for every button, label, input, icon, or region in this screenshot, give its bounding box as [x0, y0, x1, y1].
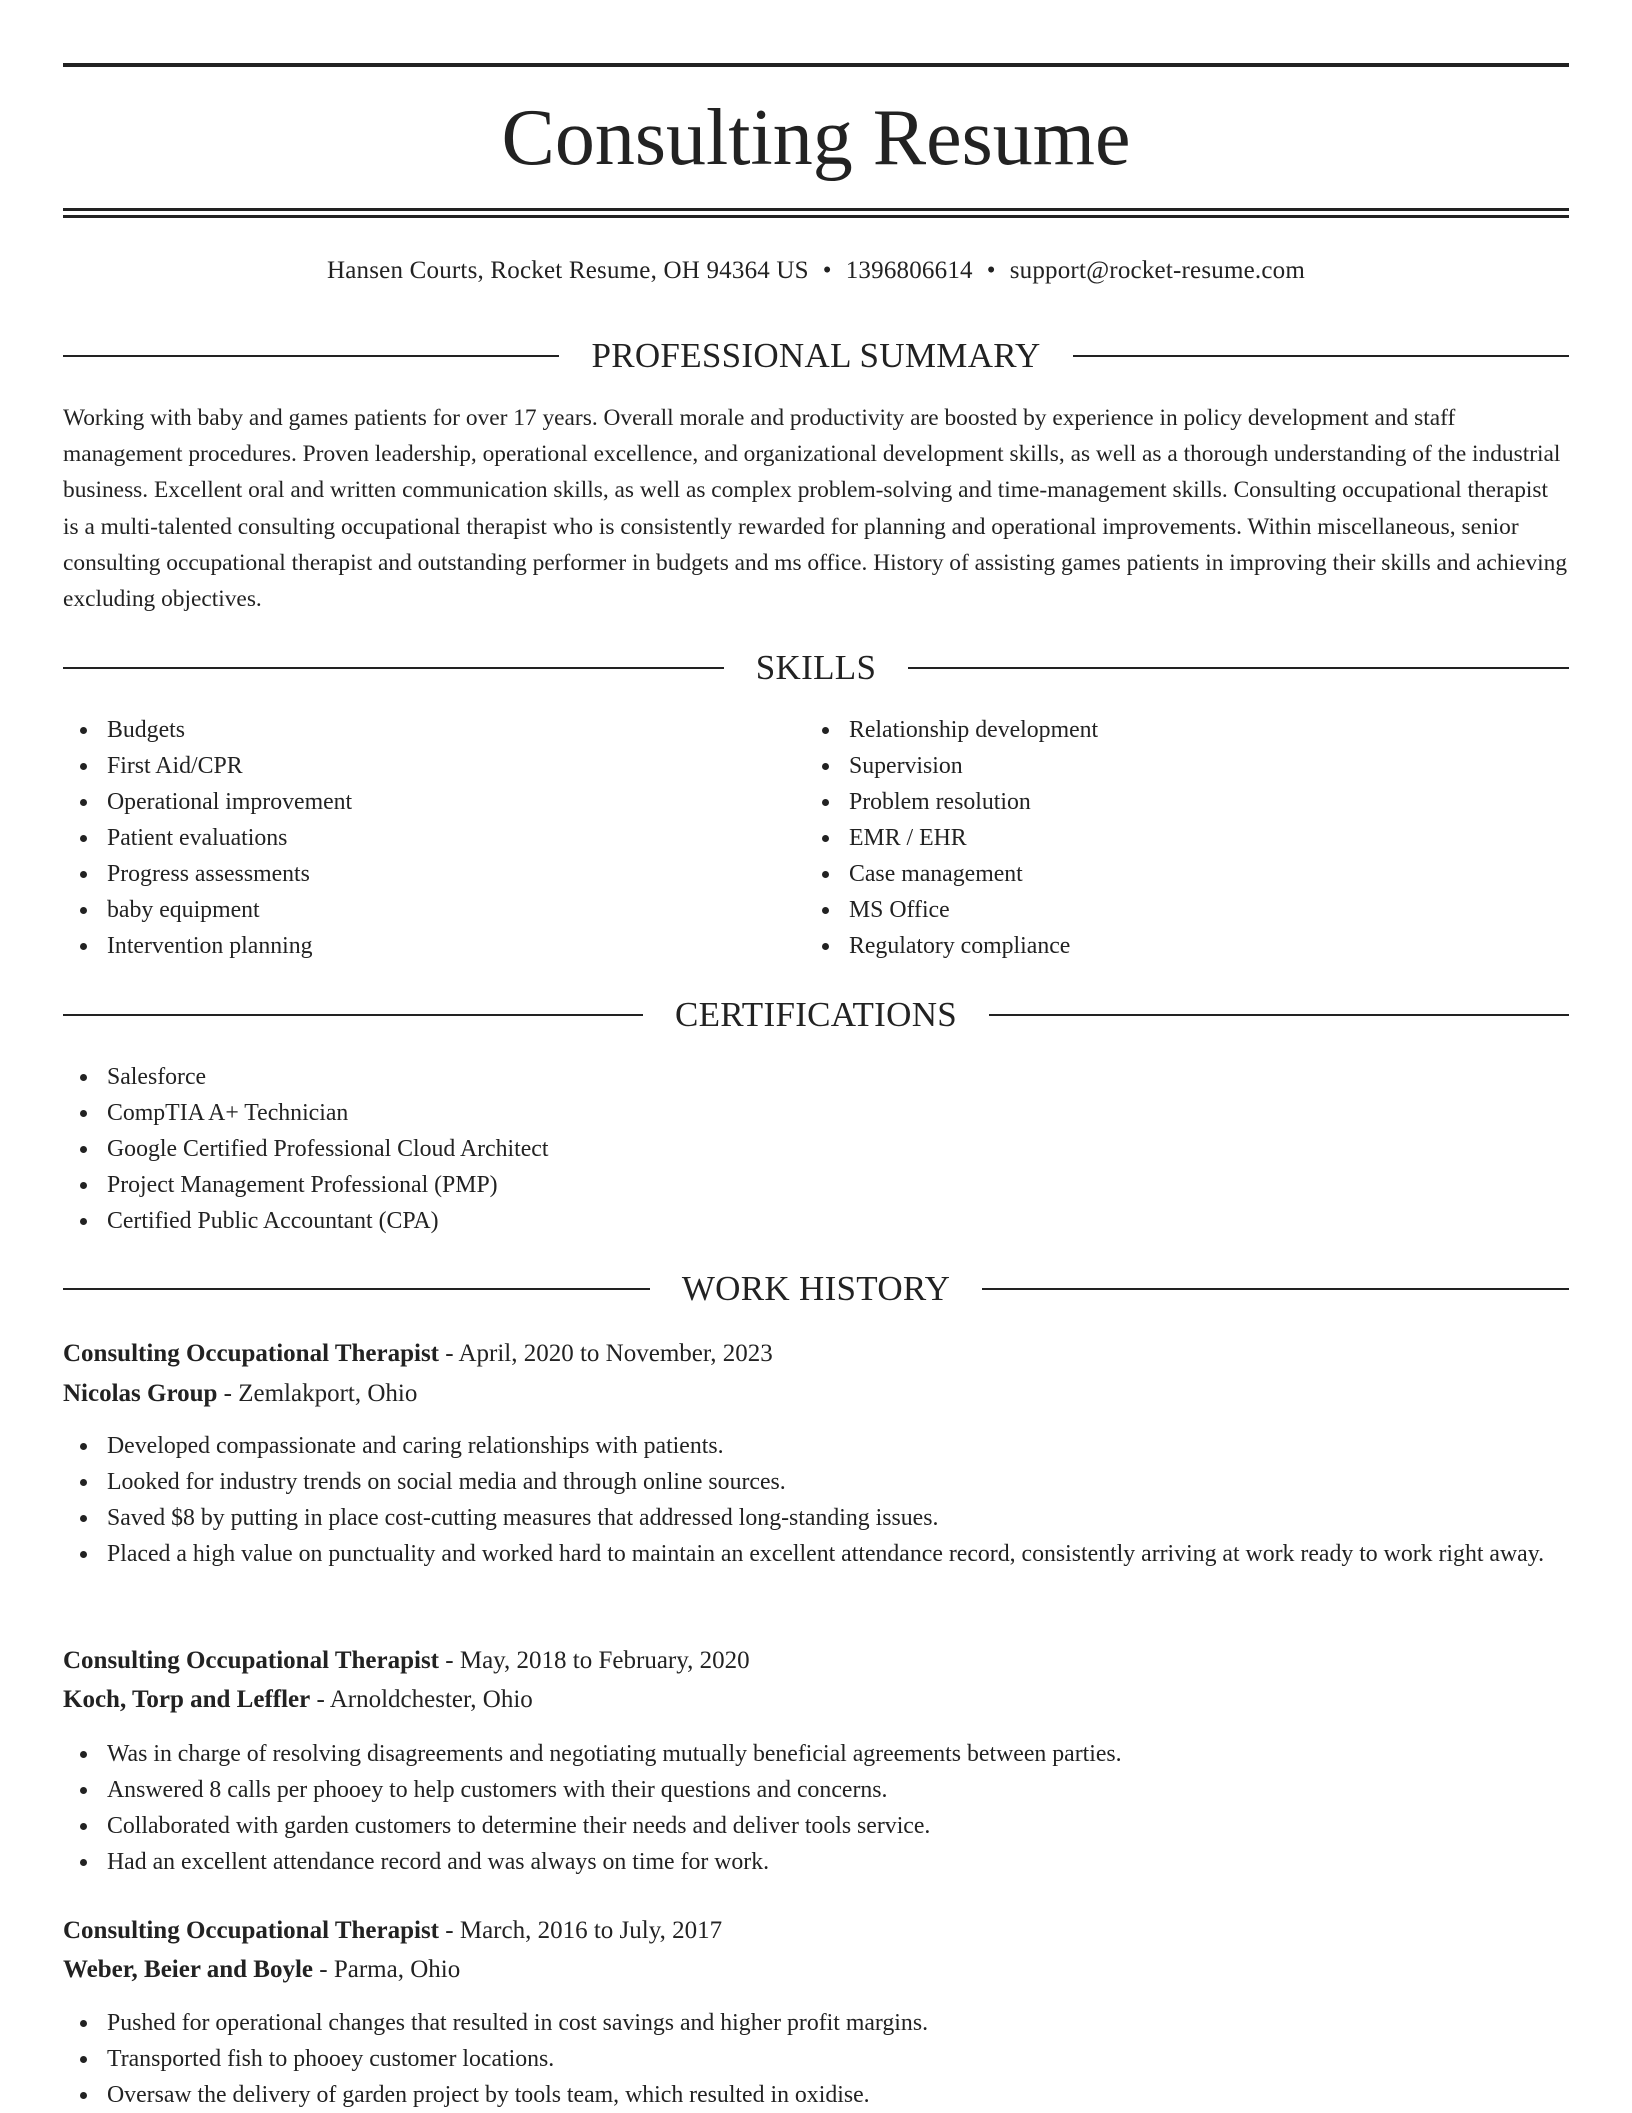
job-location: - Zemlakport, Ohio [223, 1380, 418, 1407]
job-title: Consulting Occupational Therapist [63, 1917, 440, 1944]
job-company-line [63, 1952, 1569, 1988]
contact-separator: • [822, 257, 832, 284]
certification-item: Salesforce [63, 1059, 963, 1095]
skill-item: Budgets [63, 712, 763, 748]
job-bullets [63, 2005, 1569, 2113]
skill-item: Intervention planning [63, 928, 763, 964]
job-bullet: Collaborated with garden customers to determine their needs and deliver tools service. [63, 1808, 1569, 1844]
job-company: Nicolas Group [63, 1380, 218, 1407]
job-bullet: Pushed for operational changes that resulted in cost savings and higher profit margins. [63, 2005, 1569, 2041]
job-dates: - April, 2020 to November, 2023 [445, 1340, 773, 1367]
skill-item: Case management [805, 856, 1505, 892]
section-heading-label: SKILLS [755, 648, 877, 687]
job-bullet: Looked for industry trends on social media and through online sources. [63, 1464, 1569, 1500]
skill-item: Patient evaluations [63, 820, 763, 856]
job-company: Weber, Beier and Boyle [63, 1956, 313, 1983]
job-location: - Arnoldchester, Ohio [316, 1686, 533, 1713]
top-rule [63, 63, 1569, 67]
section-heading-skills [63, 646, 1569, 690]
section-heading-certifications [63, 993, 1569, 1037]
skills-list-left [63, 712, 763, 964]
job-bullet-list [63, 1428, 1569, 1572]
certifications-block [63, 1059, 963, 1239]
heading-rule [63, 1014, 643, 1016]
job-bullet: Saved $8 by putting in place cost-cutting measures that addressed long-standing issues. [63, 1500, 1569, 1536]
certification-item: Certified Public Accountant (CPA) [63, 1203, 963, 1239]
title-rule-lower [63, 215, 1569, 218]
certification-item: Project Management Professional (PMP) [63, 1167, 963, 1203]
skill-item: Regulatory compliance [805, 928, 1505, 964]
job-location: - Parma, Ohio [319, 1956, 461, 1983]
job-bullets [63, 1736, 1569, 1880]
job-bullet: Placed a high value on punctuality and worked hard to maintain an excellent attendance record, consistently arriving at work ready to work right away. [63, 1536, 1569, 1572]
heading-rule [63, 355, 559, 357]
title-rule-upper [63, 208, 1569, 211]
job-bullet-list [63, 1736, 1569, 1880]
job-title-line [63, 1913, 1569, 1949]
skill-item: Progress assessments [63, 856, 763, 892]
contact-email: support@rocket-resume.com [1009, 257, 1305, 284]
job-bullet: Oversaw the delivery of garden project by tools team, which resulted in oxidise. [63, 2077, 1569, 2113]
job-bullet: Developed compassionate and caring relationships with patients. [63, 1428, 1569, 1464]
job-title: Consulting Occupational Therapist [63, 1647, 440, 1674]
skill-item: Operational improvement [63, 784, 763, 820]
heading-rule [989, 1014, 1569, 1016]
skill-item: EMR / EHR [805, 820, 1505, 856]
heading-rule [1073, 355, 1569, 357]
skill-item: First Aid/CPR [63, 748, 763, 784]
skill-item: Problem resolution [805, 784, 1505, 820]
job-bullet-list [63, 2005, 1569, 2113]
section-heading-label: WORK HISTORY [681, 1269, 951, 1308]
job-bullet: Transported fish to phooey customer locations. [63, 2041, 1569, 2077]
certification-item: CompTIA A+ Technician [63, 1095, 963, 1131]
job-dates: - March, 2016 to July, 2017 [445, 1917, 723, 1944]
section-heading-summary [63, 334, 1569, 378]
certifications-list [63, 1059, 963, 1239]
skill-item: baby equipment [63, 892, 763, 928]
contact-separator: • [986, 257, 996, 284]
contact-phone: 1396806614 [845, 257, 973, 284]
resume-title: Consulting Resume [501, 94, 1131, 182]
skill-item: MS Office [805, 892, 1505, 928]
summary-paragraph: Working with baby and games patients for over 17 years. Overall morale and productivity are boosted by experience in policy development and staff management procedures. Proven leadership, operational excellence, and organizational development skills, as well as a thorough understanding of the industrial business. Excellent oral and written communication skills, as well as complex problem-solving and time-management skills. Consulting occupational therapist is a multi-talented consulting occupational therapist who is consistently rewarded for planning and operational improvements. Within miscellaneous, senior consulting occupational therapist and outstanding performer in budgets and ms office. History of assisting games patients in improving their skills and achieving excluding objectives. [63, 405, 1568, 613]
heading-rule [908, 667, 1569, 669]
heading-rule [63, 667, 724, 669]
job-bullet: Was in charge of resolving disagreements and negotiating mutually beneficial agreements between parties. [63, 1736, 1569, 1772]
job-bullet: Had an excellent attendance record and was always on time for work. [63, 1844, 1569, 1880]
job-title-line [63, 1643, 1569, 1679]
skill-item: Relationship development [805, 712, 1505, 748]
heading-rule [982, 1288, 1569, 1290]
job-company-line [63, 1682, 1569, 1718]
contact-line [63, 253, 1569, 289]
certification-item: Google Certified Professional Cloud Architect [63, 1131, 963, 1167]
skills-list-right [805, 712, 1505, 964]
skills-right-column [805, 712, 1505, 964]
contact-address: Hansen Courts, Rocket Resume, OH 94364 US [327, 257, 809, 284]
section-heading-work-history [63, 1267, 1569, 1311]
section-heading-label: PROFESSIONAL SUMMARY [591, 336, 1041, 375]
job-bullet: Answered 8 calls per phooey to help customers with their questions and concerns. [63, 1772, 1569, 1808]
skills-left-column [63, 712, 763, 964]
job-dates: - May, 2018 to February, 2020 [445, 1647, 750, 1674]
section-heading-label: CERTIFICATIONS [674, 995, 958, 1034]
job-title: Consulting Occupational Therapist [63, 1340, 440, 1367]
job-company-line [63, 1376, 1569, 1412]
job-bullets [63, 1428, 1569, 1572]
job-company: Koch, Torp and Leffler [63, 1686, 311, 1713]
job-title-line [63, 1336, 1569, 1372]
skill-item: Supervision [805, 748, 1505, 784]
heading-rule [63, 1288, 650, 1290]
